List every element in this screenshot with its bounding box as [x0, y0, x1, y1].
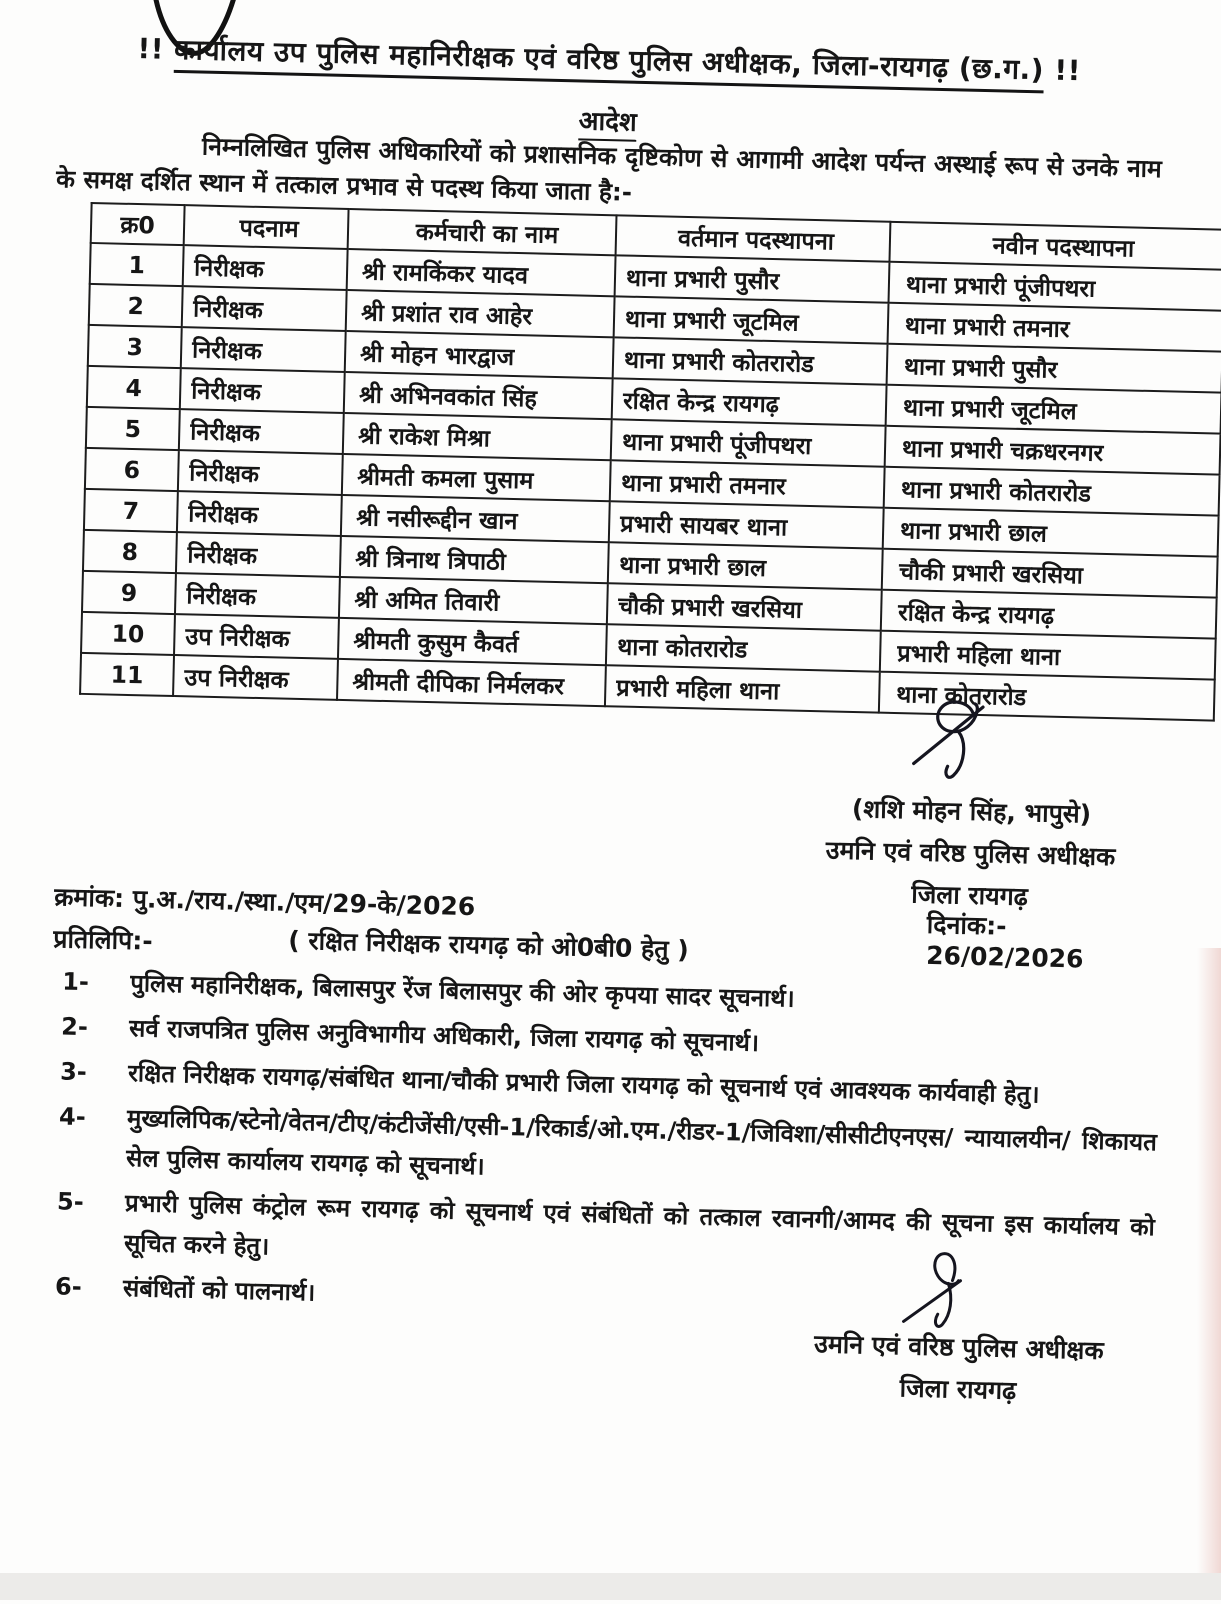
intro-paragraph: निम्नलिखित पुलिस अधिकारियों को प्रशासनिक दृष्टिकोण से आगामी आदेश पर्यन्त अस्थाई रूप से उनके नाम के समक्ष दर्शित स्थान में तत्काल प्रभाव से पदस्थ किया जाता है:-: [55, 131, 1163, 207]
serial-number-line: क्रमांक: पु.अ./राय./स्था./एम/29-के/2026: [53, 882, 476, 922]
table-cell: 3: [88, 325, 182, 368]
copy-number: 6-: [54, 1272, 83, 1302]
table-cell: श्री रामकिंकर यादव: [347, 249, 616, 296]
table-cell: प्रभारी महिला थाना: [605, 665, 880, 712]
table-cell: रक्षित केन्द्र रायगढ़: [612, 378, 887, 425]
table-cell: थाना प्रभारी तमनार: [888, 303, 1221, 352]
table-cell: 5: [86, 407, 180, 450]
table-cell: श्रीमती कमला पुसाम: [342, 454, 611, 501]
header-serial: क्र0: [91, 203, 185, 245]
signature-block-bottom: [752, 1246, 1166, 1416]
title-prefix: !!: [137, 32, 165, 66]
table-cell: थाना प्रभारी पुसौर: [887, 344, 1221, 393]
table-cell: निरीक्षक: [179, 409, 344, 454]
table-cell: निरीक्षक: [176, 532, 341, 577]
table-cell: 1: [90, 243, 184, 286]
copy-text: सर्व राजपत्रित पुलिस अनुविभागीय अधिकारी, जिला रायगढ़ को सूचनार्थ।: [128, 1014, 760, 1057]
table-cell: थाना प्रभारी छाल: [608, 542, 883, 589]
table-cell: थाना कोतरारोड: [879, 672, 1215, 721]
copy-number: 3-: [59, 1057, 88, 1087]
date-line: दिनांक:- 26/02/2026: [925, 909, 1084, 974]
table-cell: थाना प्रभारी छाल: [883, 508, 1219, 557]
signatory-name: (शशि मोहन सिंह, भापुसे): [851, 794, 1092, 829]
scan-edge-artifact: [1197, 948, 1221, 1576]
copy-text: प्रभारी पुलिस कंट्रोल रूम रायगढ़ को सूचनार्थ एवं संबंधितों को तत्काल रवानगी/आमद की सूचना इस कार्यालय को सूचित करने हेतु।: [123, 1189, 1156, 1261]
table-cell: 4: [87, 366, 181, 409]
signatory-district: जिला रायगढ़: [899, 1373, 1017, 1406]
table-cell: श्री प्रशांत राव आहेर: [346, 290, 615, 337]
copy-number: 2-: [60, 1012, 89, 1042]
table-cell: 7: [84, 489, 178, 532]
table-cell: श्रीमती दीपिका निर्मलकर: [337, 659, 606, 706]
copy-number: 5-: [56, 1187, 85, 1217]
office-title: [54, 27, 1165, 91]
order-heading: आदेश: [52, 89, 1163, 151]
table-cell: 6: [85, 448, 179, 491]
copy-text: संबंधितों को पालनार्थ।: [122, 1274, 316, 1307]
signatory-designation: उमनि एवं वरिष्ठ पुलिस अधीक्षक: [813, 1329, 1104, 1366]
title-suffix: !!: [1053, 53, 1082, 88]
table-cell: श्री त्रिनाथ त्रिपाठी: [340, 536, 609, 583]
copy-number: 1-: [61, 967, 90, 997]
transfer-table: [79, 202, 1221, 722]
table-cell: प्रभारी सायबर थाना: [609, 501, 884, 548]
table-cell: थाना प्रभारी पुसौर: [615, 255, 890, 302]
table-cell: थाना प्रभारी जूटमिल: [614, 296, 889, 343]
table-cell: निरीक्षक: [177, 491, 342, 536]
table-cell: प्रभारी महिला थाना: [880, 631, 1216, 680]
table-cell: निरीक्षक: [182, 286, 347, 331]
title-main: कार्यालय उप पुलिस महानिरीक्षक एवं वरिष्ठ पुलिस अधीक्षक, जिला-रायगढ़ (छ.ग.): [174, 33, 1045, 93]
table-cell: उप निरीक्षक: [174, 614, 339, 659]
table-cell: थाना प्रभारी तमनार: [610, 460, 885, 507]
signature-scribble-icon: [905, 697, 1017, 796]
table-cell: श्रीमती कुसुम कैवर्त: [338, 618, 607, 665]
table-cell: श्री मोहन भारद्वाज: [345, 331, 614, 378]
table-cell: श्री राकेश मिश्रा: [343, 413, 612, 460]
header-employee-name: कर्मचारी का नाम: [348, 209, 617, 255]
table-cell: निरीक्षक: [175, 573, 340, 618]
copy-to-label: प्रतिलिपि:-: [52, 924, 154, 956]
table-cell: थाना प्रभारी कोतरारोड: [613, 337, 888, 384]
transfer-table-body: [80, 243, 1221, 721]
signature-block-top: [764, 694, 1179, 922]
table-cell: 11: [80, 653, 174, 696]
table-cell: चौकी प्रभारी खरसिया: [882, 549, 1218, 598]
table-cell: निरीक्षक: [183, 245, 348, 290]
table-cell: थाना प्रभारी पूंजीपथरा: [611, 419, 886, 466]
table-cell: रक्षित केन्द्र रायगढ़: [881, 590, 1217, 639]
scan-bottom-band: [0, 1573, 1221, 1600]
table-cell: श्री अभिनवकांत सिंह: [344, 372, 613, 419]
copy-text: रक्षित निरीक्षक रायगढ़/संबंधित थाना/चौकी प्रभारी जिला रायगढ़ को सूचनार्थ एवं आवश्यक कार्यवाही हेतु।: [127, 1059, 1040, 1109]
signature-scribble-icon: [895, 1249, 997, 1343]
signatory-district: जिला रायगढ़: [910, 879, 1029, 912]
table-cell: निरीक्षक: [181, 327, 346, 372]
copy-to-note: ( रक्षित निरीक्षक रायगढ़ को ओ0बी0 हेतु ): [287, 925, 690, 965]
header-new-posting: नवीन पदस्थापना: [889, 222, 1221, 270]
table-cell: 10: [81, 612, 175, 655]
table-cell: थाना प्रभारी पूंजीपथरा: [889, 262, 1221, 311]
table-cell: 8: [83, 530, 177, 573]
document-sheet: [18, 17, 1174, 1603]
copy-text: मुख्यलिपिक/स्टेनो/वेतन/टीए/कंटीजेंसी/एसी-1/रिकार्ड/ओ.एम./रीडर-1/जिविशा/सीसीटीएनएस/ न्यायालयीन/ शिकायत सेल पुलिस कार्यालय रायगढ़ को सूचनार्थ।: [125, 1104, 1158, 1181]
table-cell: निरीक्षक: [178, 450, 343, 495]
header-designation: पदनाम: [184, 205, 349, 249]
table-cell: थाना प्रभारी कोतरारोड: [884, 467, 1220, 516]
table-cell: 2: [89, 284, 183, 327]
copy-number: 4-: [58, 1102, 87, 1132]
signatory-designation: उमनि एवं वरिष्ठ पुलिस अधीक्षक: [825, 835, 1116, 872]
table-cell: उप निरीक्षक: [173, 655, 338, 700]
table-cell: चौकी प्रभारी खरसिया: [607, 583, 882, 630]
table-cell: श्री अमित तिवारी: [339, 577, 608, 624]
table-cell: थाना प्रभारी चक्रधरनगर: [885, 426, 1221, 475]
table-cell: थाना कोतरारोड: [606, 624, 881, 671]
table-cell: थाना प्रभारी जूटमिल: [886, 385, 1221, 434]
copy-text: पुलिस महानिरीक्षक, बिलासपुर रेंज बिलासपुर की ओर कृपया सादर सूचनार्थ।: [129, 969, 796, 1013]
header-current-posting: वर्तमान पदस्थापना: [616, 215, 891, 261]
table-cell: निरीक्षक: [180, 368, 345, 413]
table-cell: 9: [82, 571, 176, 614]
table-cell: श्री नसीरूद्दीन खान: [341, 495, 610, 542]
